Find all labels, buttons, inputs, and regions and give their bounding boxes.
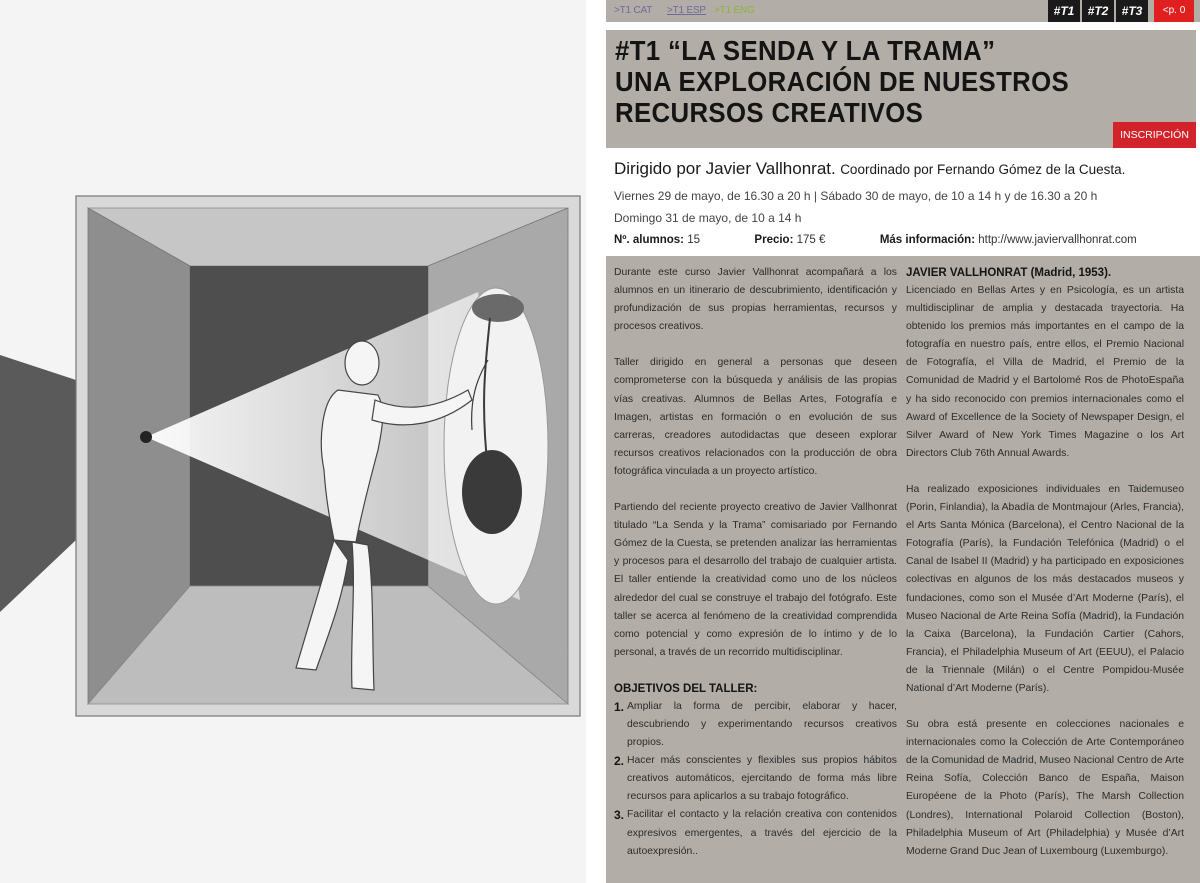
schedule-line-1: Viernes 29 de mayo, de 16.30 a 20 h | Sábado 30 de mayo, de 10 a 14 h y de 16.30 a 20 h — [614, 189, 1098, 203]
more-info-label: Más información: — [879, 234, 976, 246]
tab-t3[interactable]: #T3 — [1116, 0, 1148, 22]
director-line — [614, 159, 1194, 179]
body-panel — [606, 256, 1200, 883]
lang-link-cat[interactable]: >T1 CAT — [614, 5, 653, 16]
outer-shadow-band — [0, 355, 76, 612]
title-line-2: UNA EXPLORACIÓN DE NUESTROS — [615, 66, 1070, 97]
students-value: 15 — [687, 234, 701, 246]
objective-text: Hacer más conscientes y flexibles sus propios hábitos creativos automáticos, ejercitando de forma más libre recursos para aplicarlos a su trabajo fotográfico. — [627, 755, 897, 803]
title-line-1: #T1 “LA SENDA Y LA TRAMA” — [615, 35, 996, 66]
bio-heading: JAVIER VALLHONRAT (Madrid, 1953). — [906, 267, 1112, 279]
objective-item — [614, 698, 897, 752]
right-column — [906, 264, 1184, 879]
objective-number: 3. — [614, 808, 625, 823]
workshop-page — [606, 0, 1200, 883]
inscription-button[interactable]: INSCRIPCIÓN — [1113, 122, 1196, 148]
page-back-button[interactable]: <p. 0 — [1154, 0, 1194, 22]
pinhole — [140, 431, 152, 443]
top-nav-bar — [606, 0, 1200, 22]
title-block — [606, 30, 1196, 148]
project-paragraph: Partiendo del reciente proyecto creativo de Javier Vallhonrat titulado “La Senda y la Trama” comisariado por Fernando Gómez de la Cuesta, se pretenden analizar las herramientas y procesos para el desarrollo del trabajo de cualquier artista. El taller entiende la creatividad como uno de los núcleos alrededor del cual se construye el trabajo del fotógrafo. Este taller se acerca al fenómeno de la creatividad comprendida como potencial y como expresión de lo íntimo y de lo personal, a través de un recorrido multidisciplinar. — [614, 502, 897, 658]
objective-item — [614, 752, 897, 806]
intro-paragraph: Durante este curso Javier Vallhonrat acompañará a los alumnos en un itinerario de descubrimiento, identificación y profundización de sus propias herramientas, recursos y procesos creativos. — [614, 267, 897, 333]
lang-link-esp[interactable]: >T1 ESP — [667, 5, 706, 16]
title-line-3: RECURSOS CREATIVOS — [615, 97, 924, 128]
objective-text: Facilitar el contacto y la relación creativa con contenidos expresivos emergentes, a través del ejercicio de la autoexpresión.. — [627, 809, 897, 857]
pencil-illustration — [0, 0, 586, 883]
tab-t1[interactable]: #T1 — [1048, 0, 1080, 22]
director-text: Dirigido por Javier Vallhonrat. — [614, 159, 836, 178]
lang-link-eng[interactable]: >T1 ENG — [714, 5, 755, 16]
students-label: Nº. alumnos: — [614, 234, 685, 246]
page-title — [615, 35, 1130, 128]
price-label: Precio: — [754, 234, 794, 246]
objectives-heading: OBJETIVOS DEL TALLER: — [614, 682, 758, 695]
projection-ellipse — [444, 288, 548, 604]
illustration-drawing — [0, 0, 586, 883]
audience-paragraph: Taller dirigido en general a personas que deseen comprometerse con la búsqueda y análisis de las propias vías creativas. Alumnos de Bellas Artes, Fotografía e Imagen, artistas en formación o en evolución de sus carreras, creadores autodidactas que deseen explorar recursos creativos relacionados con la producción de obra fotográfica vinculada a un proyecto artístico. — [614, 357, 897, 477]
objective-item — [614, 806, 897, 860]
left-column — [614, 264, 897, 861]
objective-number: 2. — [614, 754, 625, 769]
more-info-link[interactable]: http://www.javiervallhonrat.com — [978, 234, 1137, 246]
info-line — [614, 234, 1194, 246]
schedule-line-2: Domingo 31 de mayo, de 10 a 14 h — [614, 211, 802, 225]
price-value: 175 € — [796, 234, 826, 246]
coordinator-text: Coordinado por Fernando Gómez de la Cuesta. — [840, 162, 1126, 177]
objective-number: 1. — [614, 699, 625, 714]
objective-text: Ampliar la forma de percibir, elaborar y hacer, descubriendo y experimentando recursos creativos propios. — [627, 700, 897, 749]
tab-t2[interactable]: #T2 — [1082, 0, 1114, 22]
bio-paragraph: Licenciado en Bellas Artes y en Psicología, es un artista multidisciplinar de amplia y destacada trayectoria. Ha obtenido los premios más importantes en el campo de la fotografía en nuestro país, entre ellos, el Premio Nacional de Fotografía, el Villa de Madrid, el Premio de la Comunidad de Madrid y el Bartolomé Ros de PhotoEspaña y ha sido reconocido con premios internacionales como el Award of Excellence de la Society of Newspaper Design, el Silver Award of New York Times Magazine o los Art Directors Club 76th Annual Awards. — [906, 285, 1184, 459]
exhibitions-paragraph: Ha realizado exposiciones individuales en Taidemuseo (Porin, Finlandia), la Abadía de Montmajour (Arles, Francia), el Arts Santa Mónica (Barcelona), el Centro Nacional de la Fotografía (París), la Fundación Telefónica (Madrid) o el Canal de Isabel II (Madrid) y ha participado en exposiciones colectivas en algunos de los más destacados museos y fundaciones, como son el Musée d’Art Moderne (París), el Museo Nacional de Arte Reina Sofía (Madrid), la Fundación la Caixa (Barcelona), la Fundación Cartier (Cahors, Francia), el Philadelphia Museum of Art (EEUU), el Palacio de la Triennale (Milán) o el Centre Pompidou-Musée National d’Art Moderne (París). — [906, 483, 1184, 694]
collections-paragraph: Su obra está presente en colecciones nacionales e internacionales como la Colección de Arte Contemporáneo de la Comunidad de Madrid, Museo Nacional Centro de Arte Reina Sofía, Colección Banco de España, Maison Européene de la Photo (París), The Marsh Collection (Londres), International Polaroid Collection (Boston), Philadelphia Museum of Art (Philadelphia) y Musée d’Art Moderne Grand Duc Jean of Luxembourg (Luxemburgo). — [906, 719, 1184, 857]
